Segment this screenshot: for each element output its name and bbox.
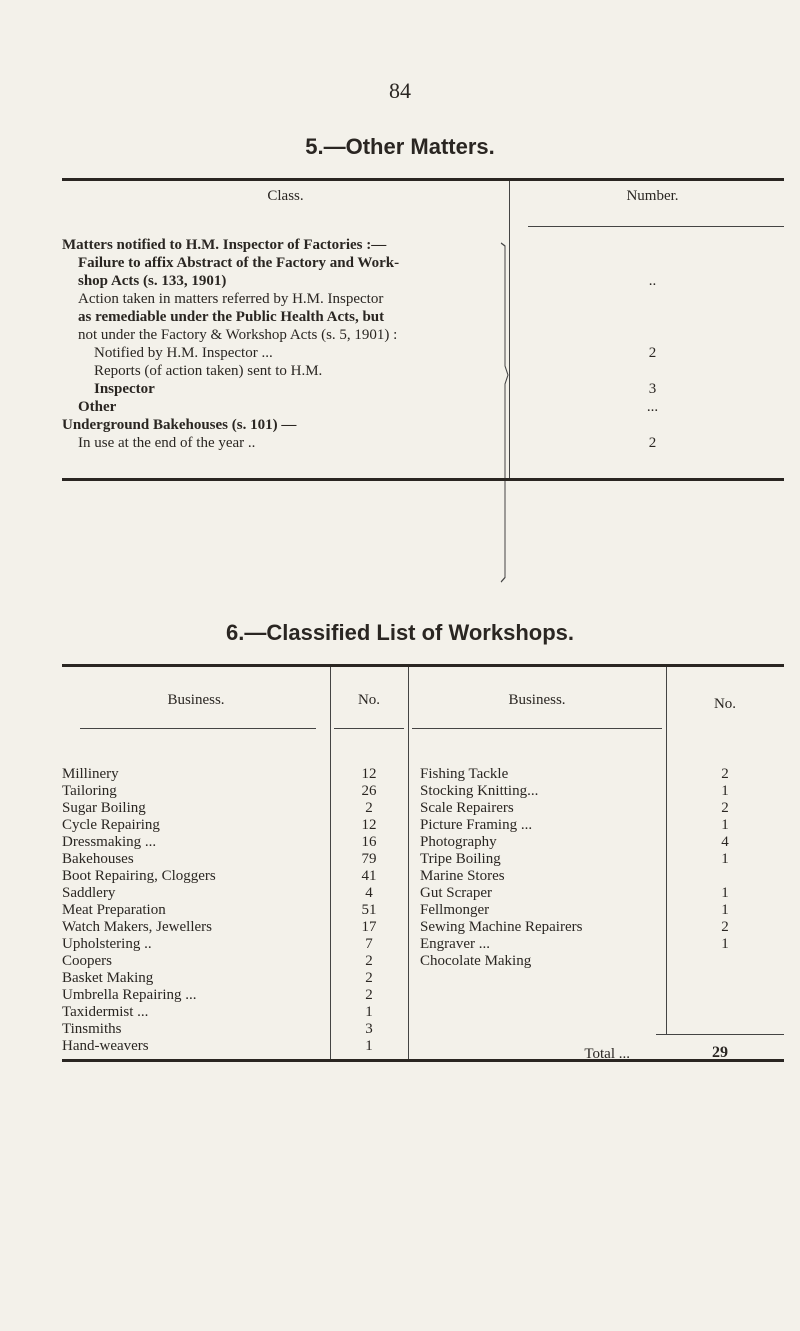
table-row: [62, 398, 784, 416]
business-count: 3: [365, 1021, 373, 1037]
business-name: Watch Makers, Jewellers: [62, 919, 212, 935]
business-count: 17: [361, 919, 377, 935]
row-number: ...: [646, 399, 659, 415]
table-top-rule: [62, 664, 784, 667]
right-number-column: [666, 766, 784, 970]
page-number: 84: [389, 78, 411, 103]
business-name: Engraver ...: [420, 936, 490, 952]
business-name: Marine Stores: [420, 868, 505, 884]
business-count: 1: [721, 902, 729, 918]
table-bottom-rule: [62, 478, 784, 481]
business-count: 2: [365, 800, 373, 816]
header-business-right: Business.: [508, 692, 566, 708]
business-count: 7: [365, 936, 373, 952]
row-class-text: as remediable under the Public Health Acts, but: [78, 309, 385, 325]
business-count: 2: [365, 970, 373, 986]
table-row: [62, 290, 784, 308]
column-divider: [408, 667, 409, 1059]
workshops-table: [62, 664, 784, 1064]
business-name: Tinsmiths: [62, 1021, 122, 1037]
business-count: 1: [365, 1038, 373, 1054]
header-class: Class.: [267, 188, 304, 204]
business-name: Photography: [420, 834, 497, 850]
business-name: Scale Repairers: [420, 800, 514, 816]
business-name: Picture Framing ...: [420, 817, 533, 833]
header-underline: [80, 728, 316, 729]
header-underline: [412, 728, 662, 729]
business-count: 12: [361, 766, 377, 782]
row-class-text: Action taken in matters referred by H.M. Inspector: [78, 291, 384, 307]
business-name: Bakehouses: [62, 851, 134, 867]
business-count: 79: [361, 851, 377, 867]
business-count: 12: [361, 817, 377, 833]
business-name: Millinery: [62, 766, 119, 782]
business-name: Fellmonger: [420, 902, 490, 918]
business-count: 1: [721, 783, 729, 799]
header-underline: [528, 226, 784, 227]
row-class-text: Notified by H.M. Inspector ...: [94, 345, 273, 361]
table-row: [62, 380, 784, 398]
business-count: [666, 868, 784, 885]
business-name: Hand-weavers: [62, 1038, 149, 1054]
row-class-text: Underground Bakehouses (s. 101) —: [62, 417, 297, 433]
table-bottom-rule: [62, 1059, 784, 1062]
total-rule: [656, 1034, 784, 1035]
header-business-left: Business.: [167, 692, 225, 708]
table-row: [62, 308, 784, 326]
left-business-column: [62, 766, 326, 1055]
business-count: 16: [361, 834, 377, 850]
business-count: 51: [361, 902, 377, 918]
business-count: 1: [721, 817, 729, 833]
header-no-left: No.: [357, 692, 381, 708]
business-name: Basket Making: [62, 970, 154, 986]
row-number: 3: [648, 381, 657, 397]
business-count: 1: [721, 885, 729, 901]
business-name: Chocolate Making: [420, 953, 532, 969]
business-count: 26: [361, 783, 377, 799]
business-count: 2: [721, 800, 729, 816]
left-number-column: [330, 766, 408, 1055]
business-count: 2: [721, 919, 729, 935]
business-count: 41: [361, 868, 377, 884]
header-no-right: No.: [713, 696, 737, 712]
section-6-title: 6.—Classified List of Workshops.: [226, 620, 574, 645]
business-count: 1: [721, 851, 729, 867]
table-row: [62, 272, 784, 290]
business-count: 4: [365, 885, 373, 901]
table-header: [62, 181, 784, 211]
business-count: [666, 953, 784, 970]
business-name: Umbrella Repairing ...: [62, 987, 197, 1003]
row-number: 2: [648, 435, 657, 451]
business-name: Coopers: [62, 953, 112, 969]
business-count: 1: [721, 936, 729, 952]
header-number: Number.: [626, 188, 679, 204]
other-matters-table: [62, 178, 784, 451]
row-class-text: Failure to affix Abstract of the Factory and Work-: [78, 255, 400, 271]
business-name: Boot Repairing, Cloggers: [62, 868, 216, 884]
table-row: [62, 344, 784, 362]
row-class-text: not under the Factory & Workshop Acts (s. 5, 1901) :: [78, 327, 398, 343]
business-name: Saddlery: [62, 885, 116, 901]
business-name: Sewing Machine Repairers: [420, 919, 583, 935]
row-class-text: In use at the end of the year ..: [78, 435, 256, 451]
row-class-text: Reports (of action taken) sent to H.M.: [94, 363, 323, 379]
business-count: 4: [721, 834, 729, 850]
row-class-text: shop Acts (s. 133, 1901): [78, 273, 227, 289]
business-name: Taxidermist ...: [62, 1004, 149, 1020]
business-name: Fishing Tackle: [420, 766, 509, 782]
brace-icon: [499, 240, 509, 585]
business-name: Sugar Boiling: [62, 800, 146, 816]
table-row: [62, 362, 784, 380]
total-value: 29: [712, 1044, 728, 1061]
business-count: 2: [365, 987, 373, 1003]
business-name: Cycle Repairing: [62, 817, 160, 833]
row-number: 2: [648, 345, 657, 361]
business-name: Stocking Knitting...: [420, 783, 539, 799]
row-class-text: Other: [78, 399, 117, 415]
section-5-title: 5.—Other Matters.: [305, 134, 495, 159]
row-number: ..: [648, 273, 657, 289]
business-name: Meat Preparation: [62, 902, 166, 918]
business-name: Upholstering ..: [62, 936, 152, 952]
business-name: Dressmaking ...: [62, 834, 157, 850]
right-business-column: [420, 766, 664, 970]
business-name: Tailoring: [62, 783, 117, 799]
table-row: [62, 236, 784, 254]
table-row: [62, 254, 784, 272]
business-name: Gut Scraper: [420, 885, 493, 901]
table-row: [62, 416, 784, 434]
total-label: Total ...: [584, 1046, 630, 1062]
table-body: [62, 236, 784, 452]
row-class-text: Matters notified to H.M. Inspector of Factories :—: [62, 237, 387, 253]
row-class-text: Inspector: [94, 381, 155, 397]
table-row: [62, 326, 784, 344]
header-underline: [334, 728, 404, 729]
business-count: 2: [365, 953, 373, 969]
business-count: 1: [365, 1004, 373, 1020]
table-row: [62, 434, 784, 452]
business-count: 2: [721, 766, 729, 782]
business-name: Tripe Boiling: [420, 851, 501, 867]
